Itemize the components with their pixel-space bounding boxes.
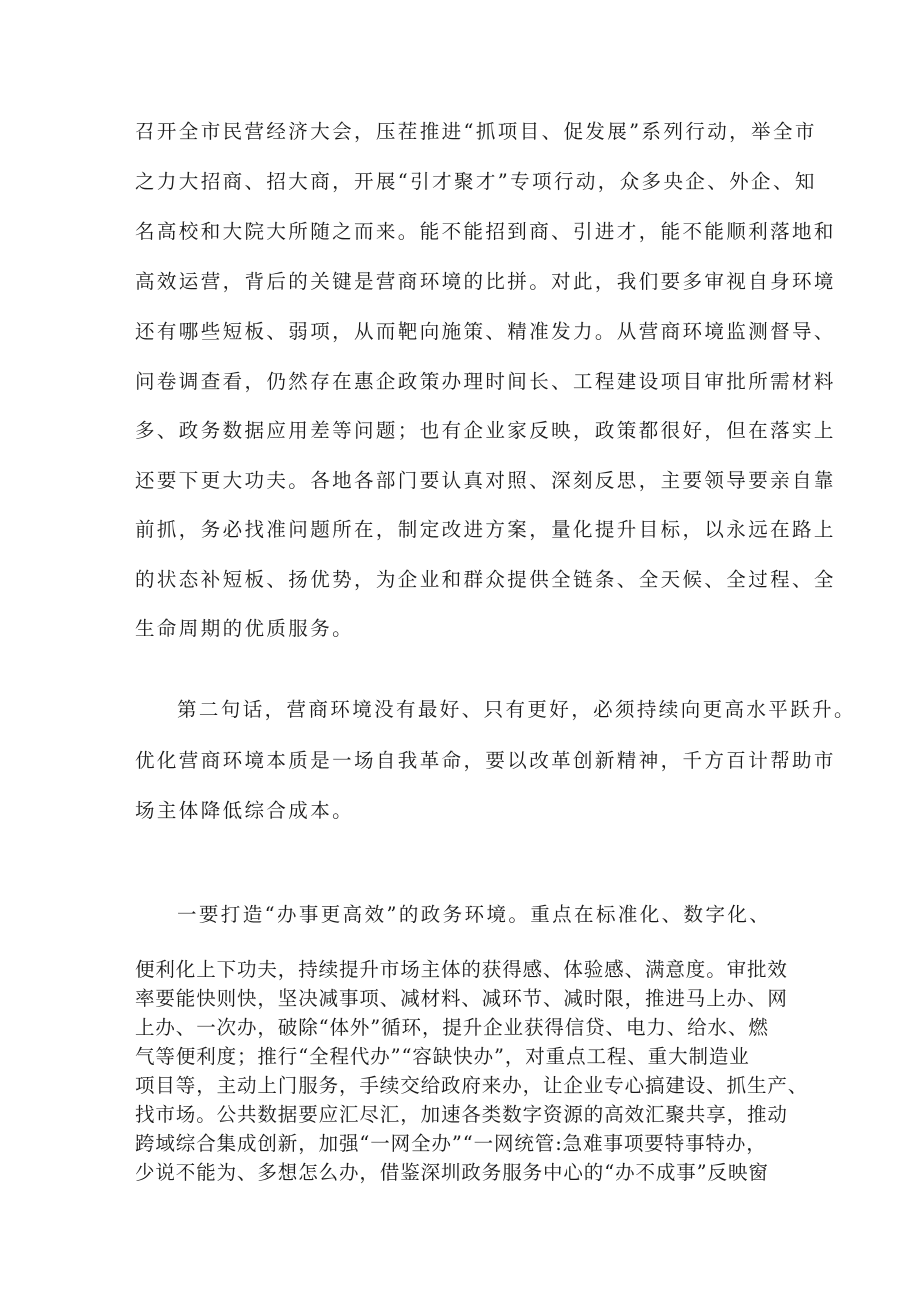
paragraph-4-line: 跨域综合集成创新，加强“一网全办”“一网统管:急难事项要特事特办， xyxy=(135,1132,767,1155)
paragraph-1-line: 问卷调查看，仍然存在惠企政策办理时间长、工程建设项目审批所需材料 xyxy=(135,370,836,393)
paragraph-1-line: 生命周期的优质服务。 xyxy=(135,617,355,640)
paragraph-1-line: 召开全市民营经济大会，压茬推进“抓项目、促发展”系列行动，举全市 xyxy=(135,120,817,143)
paragraph-2-line: 第二句话，营商环境没有最好、只有更好，必须持续向更高水平跃升。 xyxy=(177,698,856,721)
paragraph-4-line: 上办、一次办，破除“体外”循环，提升企业获得信贷、电力、给水、燃 xyxy=(135,1016,769,1039)
paragraph-4-line: 少说不能为、多想怎么办，借鉴深圳政务服务中心的“办不成事”反映窗 xyxy=(135,1161,769,1184)
paragraph-1-line: 名高校和大院大所随之而来。能不能招到商、引进才，能不能顺利落地和 xyxy=(135,220,836,243)
paragraph-1-line: 之力大招商、招大商，开展“引才聚才”专项行动，众多央企、外企、知 xyxy=(135,170,817,193)
paragraph-1-line: 还要下更大功夫。各地各部门要认真对照、深刻反思，主要领导要亲自靠 xyxy=(135,469,836,492)
paragraph-4-line: 找市场。公共数据要应汇尽汇，加速各类数字资源的高效汇聚共享，推动 xyxy=(135,1103,788,1126)
paragraph-1-line: 的状态补短板、扬优势，为企业和群众提供全链条、全天候、全过程、全 xyxy=(135,568,836,591)
paragraph-4-line: 气等便利度；推行“全程代办”“容缺快办”，对重点工程、重大制造业 xyxy=(135,1045,750,1068)
paragraph-3-line: 一要打造“办事更高效”的政务环境。重点在标准化、数字化、 xyxy=(177,903,772,926)
paragraph-4-line: 率要能快则快，坚决减事项、减材料、减环节、减时限，推进马上办、网 xyxy=(135,987,788,1010)
paragraph-2-line: 场主体降低综合成本。 xyxy=(135,799,355,822)
paragraph-4-line: 便利化上下功夫，持续提升市场主体的获得感、体验感、满意度。审批效 xyxy=(135,958,788,981)
paragraph-2-line: 优化营商环境本质是一场自我革命，要以改革创新精神，千方百计帮助市 xyxy=(135,749,836,772)
paragraph-1-line: 多、政务数据应用差等问题；也有企业家反映，政策都很好，但在落实上 xyxy=(135,419,836,442)
paragraph-1-line: 前抓，务必找准问题所在，制定改进方案，量化提升目标，以永远在路上 xyxy=(135,518,836,541)
paragraph-1-line: 还有哪些短板、弱项，从而靶向施策、精准发力。从营商环境监测督导、 xyxy=(135,320,836,343)
paragraph-4-line: 项目等，主动上门服务，手续交给政府来办，让企业专心搞建设、抓生产、 xyxy=(135,1074,809,1097)
paragraph-1-line: 高效运营，背后的关键是营商环境的比拼。对此，我们要多审视自身环境 xyxy=(135,270,836,293)
